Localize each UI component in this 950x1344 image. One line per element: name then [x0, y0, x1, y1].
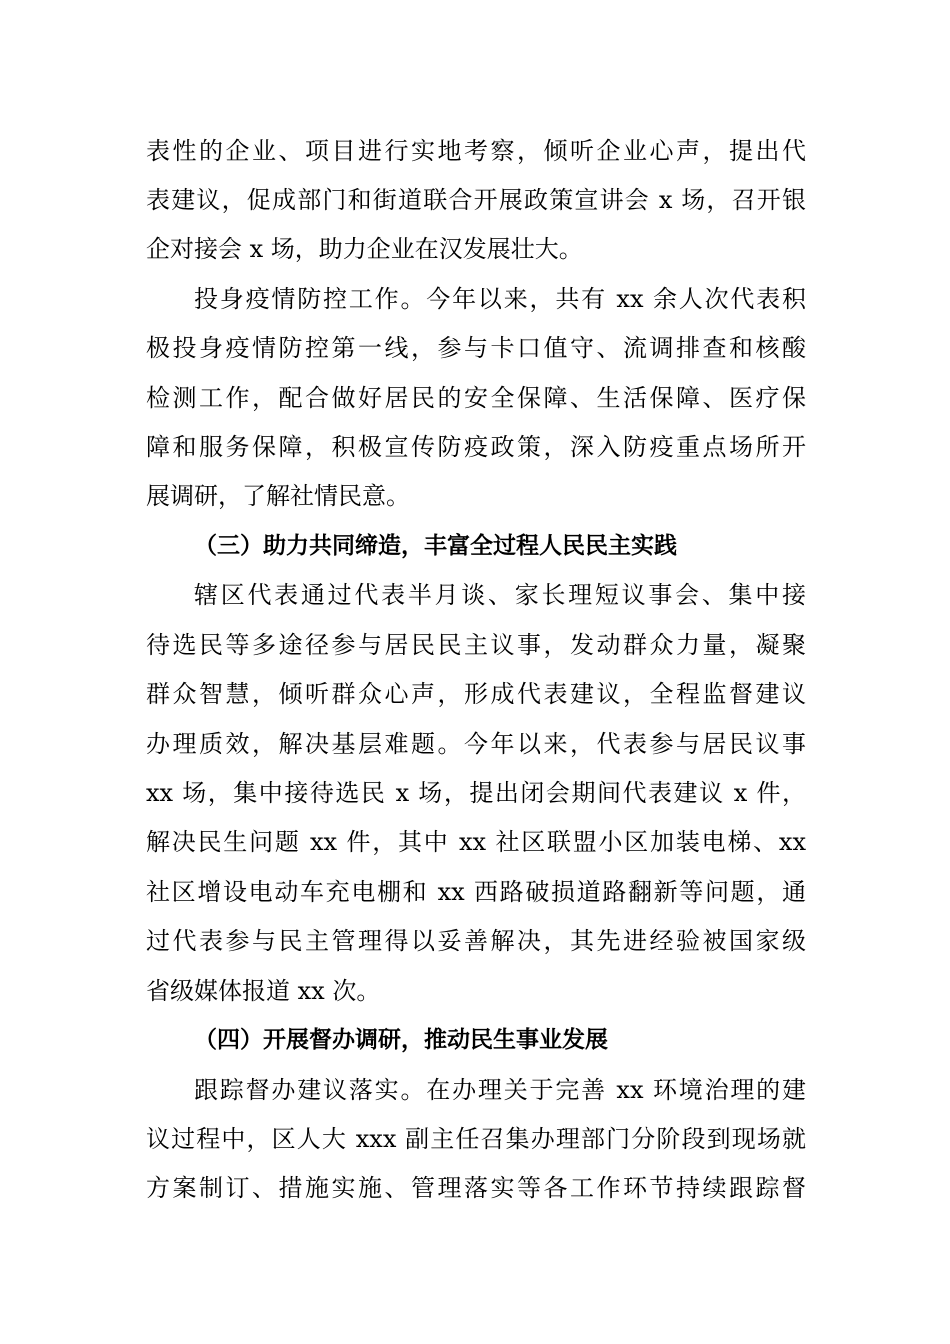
text-line: 展调研，了解社情民意。	[146, 482, 410, 510]
text-line: 表建议，促成部门和街道联合开展政策宣讲会 x 场，召开银	[146, 186, 806, 214]
text-line: 省级媒体报道 xx 次。	[146, 977, 381, 1005]
text-line: 解决民生问题 xx 件，其中 xx 社区联盟小区加装电梯、xx	[146, 828, 806, 856]
text-line: 检测工作，配合做好居民的安全保障、生活保障、医疗保	[146, 384, 806, 412]
text-line: 议过程中，区人大 xxx 副主任召集办理部门分阶段到现场就	[146, 1125, 806, 1153]
text-line: 表性的企业、项目进行实地考察，倾听企业心声，提出代	[146, 137, 806, 165]
text-line: 群众智慧，倾听群众心声，形成代表建议，全程监督建议	[146, 680, 806, 708]
text-line: 方案制订、措施实施、管理落实等各工作环节持续跟踪督	[146, 1174, 806, 1202]
text-line: 企对接会 x 场，助力企业在汉发展壮大。	[146, 235, 583, 263]
text-line: 社区增设电动车充电棚和 xx 西路破损道路翻新等问题，通	[146, 878, 806, 906]
section-heading: （四）开展督办调研，推动民生事业发展	[194, 1027, 608, 1053]
text-line: 投身疫情防控工作。今年以来，共有 xx 余人次代表积	[194, 285, 806, 313]
text-line: 极投身疫情防控第一线，参与卡口值守、流调排查和核酸	[146, 334, 806, 362]
text-line: 待选民等多途径参与居民民主议事，发动群众力量，凝聚	[146, 631, 806, 659]
text-line: 过代表参与民主管理得以妥善解决，其先进经验被国家级	[146, 927, 806, 955]
text-line: xx 场，集中接待选民 x 场，提出闭会期间代表建议 x 件，	[146, 779, 806, 807]
text-line: 障和服务保障，积极宣传防疫政策，深入防疫重点场所开	[146, 433, 806, 461]
text-line: 办理质效，解决基层难题。今年以来，代表参与居民议事	[146, 730, 806, 758]
text-line: 跟踪督办建议落实。在办理关于完善 xx 环境治理的建	[194, 1076, 806, 1104]
section-heading: （三）助力共同缔造，丰富全过程人民民主实践	[194, 533, 677, 559]
text-line: 辖区代表通过代表半月谈、家长理短议事会、集中接	[194, 581, 806, 609]
